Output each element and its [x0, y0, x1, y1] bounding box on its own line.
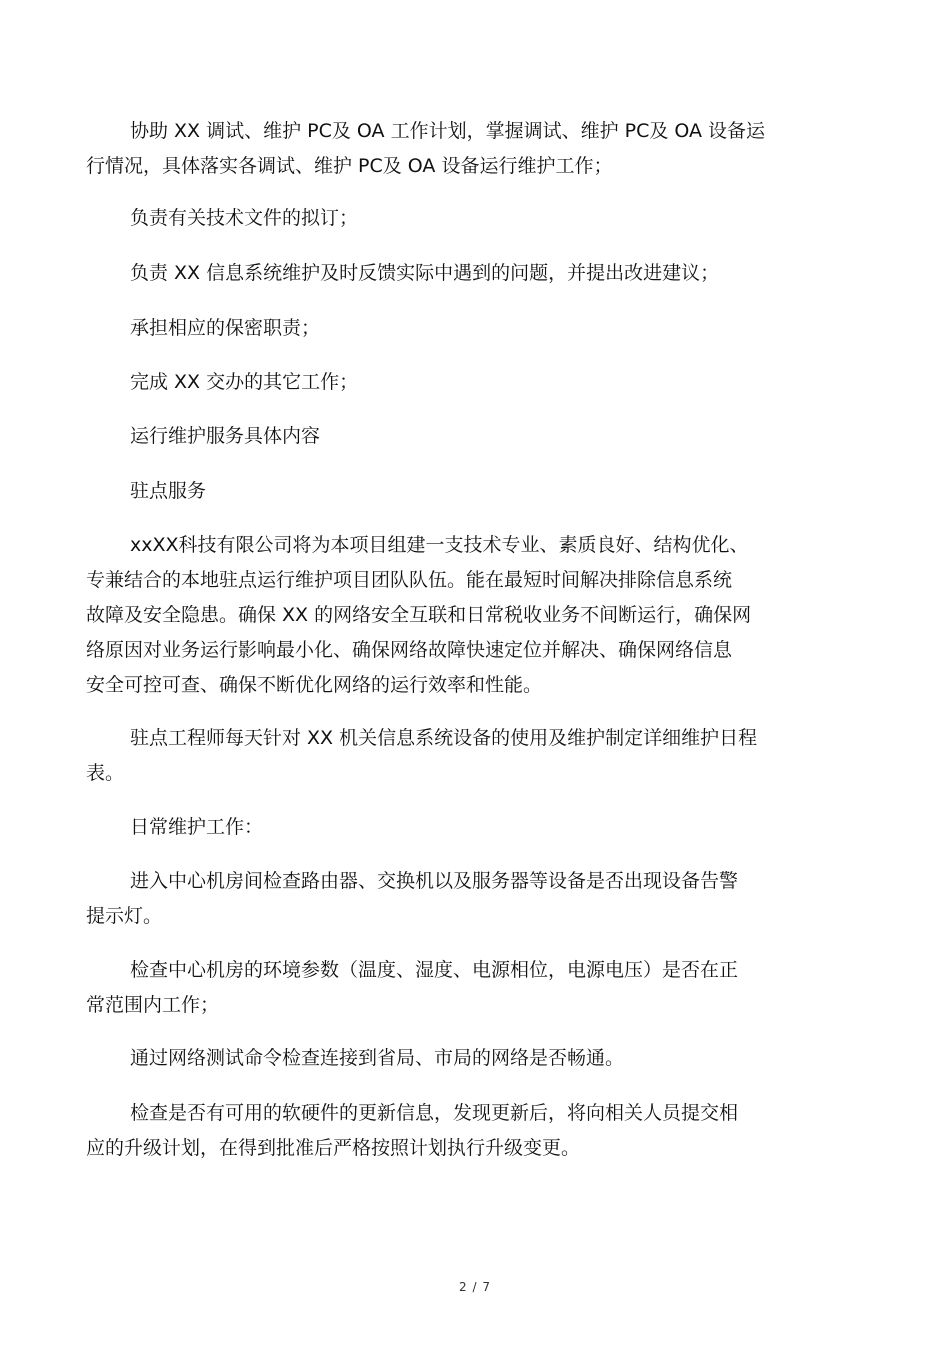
text-line: 表。	[86, 762, 125, 784]
text-line: 提示灯。	[86, 905, 163, 927]
paragraph-daily-schedule	[86, 721, 876, 791]
text-line: 检查是否有可用的软硬件的更新信息，发现更新后，将向相关人员提交相	[130, 1102, 739, 1124]
text-line: 络原因对业务运行影响最小化、确保网络故障快速定位并解决、确保网络信息	[86, 639, 733, 661]
text-line: xxXX科技有限公司将为本项目组建一支技术专业、素质良好、结构优化、	[130, 534, 749, 556]
text-line: 常范围内工作；	[86, 994, 220, 1016]
paragraph-confidentiality	[86, 311, 876, 346]
text-line: 通过网络测试命令检查连接到省局、市局的网络是否畅通。	[130, 1047, 625, 1069]
paragraph-onsite-team	[86, 528, 876, 703]
paragraph-technical-documents	[86, 201, 876, 236]
section-heading-daily-maintenance	[86, 810, 876, 845]
paragraph-pc-oa-maintenance	[86, 114, 876, 184]
text-line: 驻点服务	[130, 480, 207, 502]
text-line: 承担相应的保密职责；	[130, 317, 321, 339]
text-line: 安全可控可查、确保不断优化网络的运行效率和性能。	[86, 674, 543, 696]
text-line: 协助 XX 调试、维护 PC及 OA 工作计划，掌握调试、维护 PC及 OA 设备运	[130, 120, 766, 142]
paragraph-upgrade-plan	[86, 1096, 876, 1166]
text-line: 运行维护服务具体内容	[130, 425, 321, 447]
text-line: 负责 XX 信息系统维护及时反馈实际中遇到的问题，并提出改进建议；	[130, 262, 720, 284]
section-heading-onsite-service	[86, 474, 876, 509]
text-line: 专兼结合的本地驻点运行维护项目团队队伍。能在最短时间解决排除信息系统	[86, 569, 733, 591]
page-number: 2 / 7	[459, 1280, 491, 1294]
paragraph-check-environment	[86, 953, 876, 1023]
text-line: 应的升级计划，在得到批准后严格按照计划执行升级变更。	[86, 1137, 581, 1159]
section-heading-service-content	[86, 419, 876, 454]
text-line: 进入中心机房间检查路由器、交换机以及服务器等设备是否出现设备告警	[130, 870, 739, 892]
paragraph-other-tasks	[86, 365, 876, 400]
text-line: 日常维护工作：	[130, 816, 264, 838]
paragraph-network-test	[86, 1041, 876, 1076]
text-line: 负责有关技术文件的拟订；	[130, 207, 359, 229]
text-line: 检查中心机房的环境参数（温度、湿度、电源相位，电源电压）是否在正	[130, 959, 739, 981]
text-line: 故障及安全隐患。确保 XX 的网络安全互联和日常税收业务不间断运行，确保网	[86, 604, 752, 626]
text-line: 完成 XX 交办的其它工作；	[130, 371, 359, 393]
paragraph-check-devices	[86, 864, 876, 934]
paragraph-system-maintenance-feedback	[86, 256, 876, 291]
text-line: 行情况，具体落实各调试、维护 PC及 OA 设备运行维护工作；	[86, 155, 613, 177]
text-line: 驻点工程师每天针对 XX 机关信息系统设备的使用及维护制定详细维护日程	[130, 727, 758, 749]
